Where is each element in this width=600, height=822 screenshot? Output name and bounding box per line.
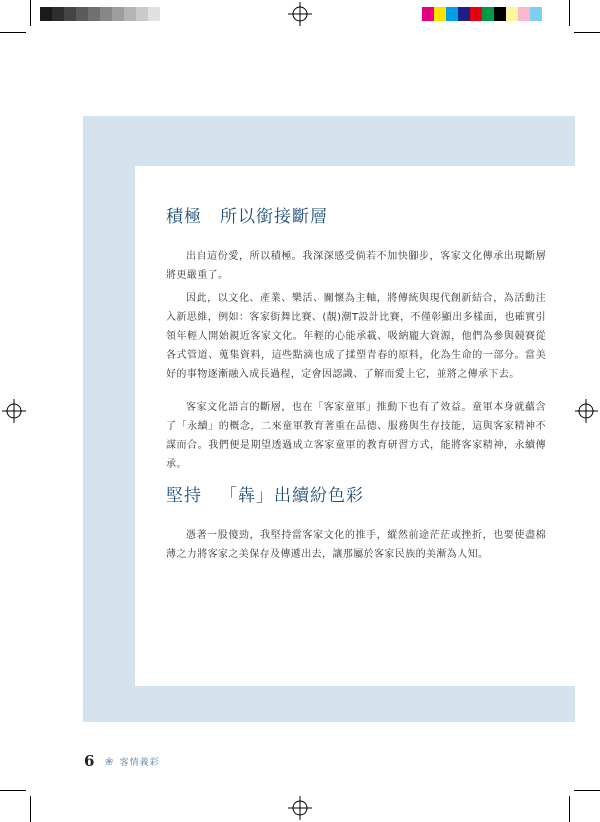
- calibration-swatch: [446, 7, 458, 21]
- calibration-swatch: [112, 7, 124, 21]
- paragraph: 出自這份愛，所以積極。我深深感受倘若不加快腳步，客家文化傳承出現斷層將更嚴重了。: [166, 251, 546, 281]
- calibration-swatch: [148, 7, 160, 21]
- crop-mark: [574, 32, 600, 33]
- calibration-swatch: [40, 7, 52, 21]
- calibration-swatch: [422, 7, 434, 21]
- registration-mark-right: [574, 399, 598, 423]
- calibration-swatch: [470, 7, 482, 21]
- calibration-swatch: [494, 7, 506, 21]
- crop-mark: [30, 796, 31, 822]
- heading-keyword: 堅持: [166, 486, 202, 506]
- calibration-swatch: [100, 7, 112, 21]
- registration-mark-top: [288, 2, 312, 26]
- crop-mark: [30, 0, 31, 26]
- crop-mark: [569, 0, 570, 26]
- page-footer: [84, 752, 160, 770]
- paragraph: 客家文化語言的斷層，也在「客家童軍」推動下也有了效益。童軍本身就蘊含了「永續」的概念，二來童軍教育著重在品德、服務與生存技能，這與客家精神不謀而合。我們便是期望透過成立客家童軍的教育研習方式，能將客家精神，永續傳承。: [166, 402, 546, 470]
- paragraph: 憑著一股傻勁，我堅持當客家文化的推手，縱然前途茫茫或挫折，也要使盡棉薄之力將客家之美保存及傳遞出去，讓那屬於客家民族的美漸為人知。: [166, 530, 546, 560]
- grayscale-calibration-bar: [40, 7, 160, 21]
- calibration-swatch: [530, 7, 542, 21]
- section-heading: [166, 205, 546, 229]
- registration-mark-bottom: [288, 796, 312, 820]
- crop-mark: [0, 32, 26, 33]
- section-heading: [166, 484, 546, 508]
- calibration-swatch: [518, 7, 530, 21]
- heading-subtitle: 所以銜接斷層: [220, 207, 328, 227]
- color-calibration-bar: [422, 7, 542, 21]
- page-number: 6: [84, 752, 95, 770]
- crop-mark: [574, 790, 600, 791]
- calibration-swatch: [458, 7, 470, 21]
- calibration-swatch: [136, 7, 148, 21]
- paragraph: 因此，以文化、產業、樂活、關懷為主軸，將傳統與現代創新結合，為活動注入新思維，例如：客家街舞比賽、(靚)潮T設計比賽，不僅彰顯出多樣面，也確實引領年輕人開始親近客家文化。年輕的心能承載、吸納龐大資源，他們為參與競賽從各式管道、蒐集資料，這些點滴也成了揉塑青春的原料，化為生命的一部分。當美好的事物逐漸融入成長過程，定會因認識、了解而愛上它，並將之傳承下去。: [166, 293, 546, 380]
- calibration-swatch: [506, 7, 518, 21]
- crop-mark: [569, 796, 570, 822]
- crop-mark: [0, 790, 26, 791]
- registration-mark-left: [2, 399, 26, 423]
- calibration-swatch: [76, 7, 88, 21]
- calibration-swatch: [124, 7, 136, 21]
- heading-keyword: 積極: [166, 207, 202, 227]
- calibration-swatch: [482, 7, 494, 21]
- calibration-swatch: [52, 7, 64, 21]
- calibration-swatch: [64, 7, 76, 21]
- calibration-swatch: [434, 7, 446, 21]
- article-body: [166, 205, 546, 564]
- flower-icon: ❀: [104, 754, 114, 768]
- calibration-swatch: [88, 7, 100, 21]
- running-title: 客情義彩: [119, 757, 160, 768]
- heading-subtitle: 「犇」出續紛色彩: [220, 486, 364, 506]
